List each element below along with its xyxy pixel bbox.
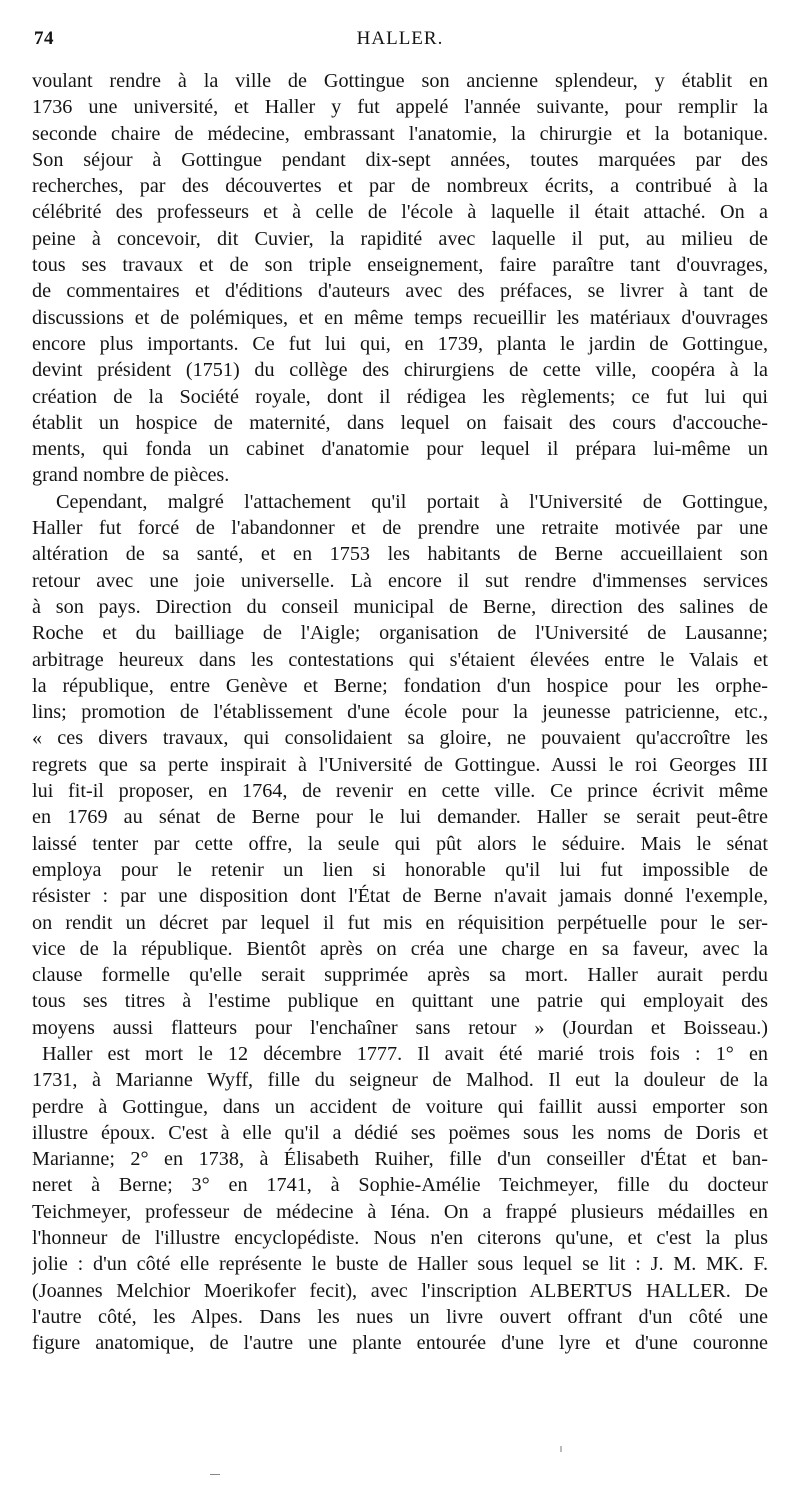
paragraph-2 <box>32 489 768 1041</box>
text-line: clause formelle qu'elle serait supprimée après sa mort. Haller aurait perdu <box>32 964 768 987</box>
text-line: vice de la république. Bientôt après on créa une charge en sa faveur, avec la <box>32 937 768 960</box>
text-line: grand nombre de pièces. <box>32 464 230 487</box>
text-line: moyens aussi flatteurs pour l'enchaîner sans retour » (Jourdan et Boisseau.) <box>32 1016 768 1039</box>
print-speck <box>560 1446 562 1452</box>
text-line: ments, qui fonda un cabinet d'anatomie pour lequel il prépara lui-même un <box>32 438 768 461</box>
text-line: jolie : d'un côté elle représente le buste de Haller sous lequel se lit : J. M. MK. F. <box>32 1253 768 1276</box>
text-line: en 1769 au sénat de Berne pour le lui demander. Haller se serait peut-être <box>32 806 768 829</box>
text-line: la république, entre Genève et Berne; fondation d'un hospice pour les orphe- <box>32 674 768 697</box>
text-line: tous ses travaux et de son triple enseignement, faire paraître tant d'ouvrages, <box>32 254 768 277</box>
text-line: célébrité des professeurs et à celle de l'école à laquelle il était attaché. On a <box>32 201 768 224</box>
text-line: discussions et de polémiques, et en même temps recueillir les matériaux d'ouvrages <box>32 306 768 329</box>
text-line: laissé tenter par cette offre, la seule qui pût alors le séduire. Mais le sénat <box>32 832 768 855</box>
text-line: 1736 une université, et Haller y fut appelé l'année suivante, pour remplir la <box>32 96 768 119</box>
text-line: recherches, par des découvertes et par de nombreux écrits, a contribué à la <box>32 175 768 198</box>
text-line: seconde chaire de médecine, embrassant l'anatomie, la chirurgie et la botanique. <box>32 122 768 145</box>
text-line: (Joannes Melchior Moerikofer fecit), avec l'inscription ALBERTUS HALLER. De <box>32 1279 768 1302</box>
text-line: arbitrage heureux dans les contestations qui s'étaient élevées entre le Valais et <box>32 648 768 671</box>
page <box>32 22 768 1357</box>
text-line: on rendit un décret par lequel il fut mis en réquisition perpétuelle pour le ser- <box>32 911 768 934</box>
paragraph-3 <box>32 1041 768 1357</box>
paragraph-1 <box>32 68 768 489</box>
running-title: HALLER. <box>356 28 444 49</box>
page-number: 74 <box>34 28 54 49</box>
text-line: retour avec une joie universelle. Là encore il sut rendre d'immenses services <box>32 569 768 592</box>
text-line: devint président (1751) du collège des chirurgiens de cette ville, coopéra à la <box>32 359 768 382</box>
text-line: Teichmeyer, professeur de médecine à Iéna. On a frappé plusieurs médailles en <box>32 1200 768 1223</box>
text-line: l'autre côté, les Alpes. Dans les nues un livre ouvert offrant d'un côté une <box>32 1305 768 1328</box>
text-line: Haller est mort le 12 décembre 1777. Il avait été marié trois fois : 1° en <box>42 1042 768 1065</box>
text-line: Roche et du bailliage de l'Aigle; organisation de l'Université de Lausanne; <box>32 622 768 645</box>
text-line: encore plus importants. Ce fut lui qui, en 1739, planta le jardin de Gottingue, <box>32 332 768 355</box>
page-header <box>32 22 768 50</box>
text-line: peine à concevoir, dit Cuvier, la rapidité avec laquelle il put, au milieu de <box>32 227 768 250</box>
text-line: Cependant, malgré l'attachement qu'il portait à l'Université de Gottingue, <box>56 490 768 513</box>
text-line: l'honneur de l'illustre encyclopédiste. Nous n'en citerons qu'une, et c'est la plus <box>32 1227 768 1250</box>
print-mark <box>210 1474 220 1475</box>
text-line: « ces divers travaux, qui consolidaient sa gloire, ne pouvaient qu'accroître les <box>32 727 768 750</box>
text-line: employa pour le retenir un lien si honorable qu'il lui fut impossible de <box>32 858 768 881</box>
text-line: voulant rendre à la ville de Gottingue son ancienne splendeur, y établit en <box>32 70 768 92</box>
text-line: tous ses titres à l'estime publique en quittant une patrie qui employait des <box>32 990 768 1013</box>
text-line: 1731, à Marianne Wyff, fille du seigneur de Malhod. Il eut la douleur de la <box>32 1069 768 1092</box>
text-line: établit un hospice de maternité, dans lequel on faisait des cours d'accouche- <box>32 411 768 434</box>
body-text <box>32 68 768 1357</box>
text-line: résister : par une disposition dont l'État de Berne n'avait jamais donné l'exemple, <box>32 885 768 908</box>
text-line: lui fit-il proposer, en 1764, de revenir en cette ville. Ce prince écrivit même <box>32 780 768 803</box>
text-line: regrets que sa perte inspirait à l'Université de Gottingue. Aussi le roi Georges III <box>32 753 768 776</box>
text-line: illustre époux. C'est à elle qu'il a dédié ses poëmes sous les noms de Doris et <box>32 1121 768 1144</box>
text-line: lins; promotion de l'établissement d'une école pour la jeunesse patricienne, etc., <box>32 701 768 724</box>
text-line: création de la Société royale, dont il rédigea les règlements; ce fut lui qui <box>32 385 768 408</box>
text-line: Marianne; 2° en 1738, à Élisabeth Ruiher, fille d'un conseiller d'État et ban- <box>32 1148 768 1171</box>
text-line: à son pays. Direction du conseil municipal de Berne, direction des salines de <box>32 595 768 618</box>
text-line: Son séjour à Gottingue pendant dix-sept années, toutes marquées par des <box>32 148 768 171</box>
text-line: altération de sa santé, et en 1753 les habitants de Berne accueillaient son <box>32 543 768 566</box>
text-line: neret à Berne; 3° en 1741, à Sophie-Amélie Teichmeyer, fille du docteur <box>32 1174 768 1197</box>
text-line: Haller fut forcé de l'abandonner et de prendre une retraite motivée par une <box>32 517 768 540</box>
text-line: de commentaires et d'éditions d'auteurs avec des préfaces, se livrer à tant de <box>32 280 768 303</box>
text-line: perdre à Gottingue, dans un accident de voiture qui faillit aussi emporter son <box>32 1095 768 1118</box>
text-line: figure anatomique, de l'autre une plante entourée d'une lyre et d'une couronne <box>32 1332 768 1355</box>
